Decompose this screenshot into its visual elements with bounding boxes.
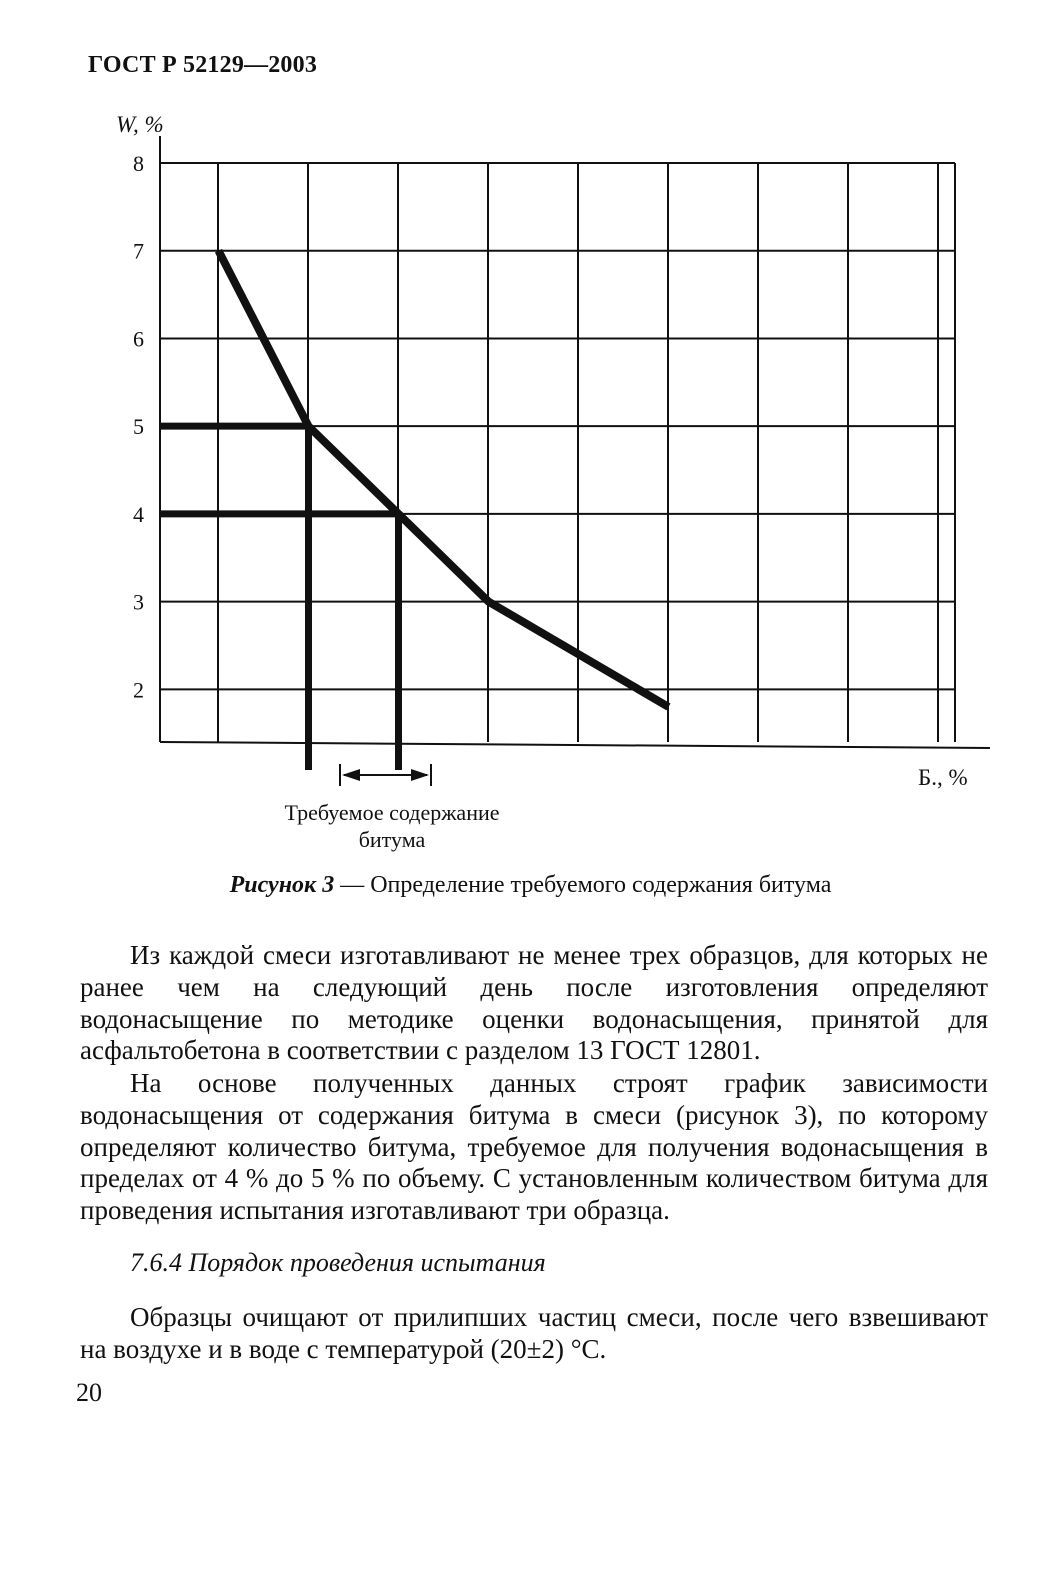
figure-caption-label: Рисунок 3	[229, 872, 335, 898]
document-header: ГОСТ Р 52129—2003	[88, 52, 318, 78]
figure-caption	[0, 872, 1061, 899]
y-axis-label: W, %	[116, 112, 164, 137]
paragraph-procedure: Образцы очищают от прилипших частиц смеси, после чего взвешивают на воздухе и в воде с температурой (20±2) °С.	[80, 1302, 988, 1364]
y-tick-label: 7	[133, 238, 144, 264]
annotation-text-line1: Требуемое содержание	[284, 800, 500, 825]
x-axis-label: Б., %	[918, 765, 968, 790]
y-tick-label: 5	[133, 414, 144, 440]
paragraph-graph: На основе полученных данных строят график зависимости водонасыщения от содержания битума в смеси (рисунок 3), по которому определяют количество битума, требуемое для получения водонасыщения в пределах от 4 % до 5 % по объему. С установленным количеством битума для проведения испытания изготавливают три образца.	[80, 1068, 988, 1226]
page-number: 20	[76, 1378, 102, 1407]
series-line	[219, 251, 669, 707]
x-axis	[160, 742, 990, 748]
y-tick-label: 6	[133, 326, 144, 352]
y-tick-label: 4	[133, 501, 144, 527]
annotation-arrowhead-right	[411, 769, 429, 781]
paragraph-samples: Из каждой смеси изготавливают не менее трех образцов, для которых не ранее чем на следующий день после изготовления определяют водонасыщение по методике оценки водонасыщения, принятой для асфальтобетона в соответствии с разделом 13 ГОСТ 12801.	[80, 940, 988, 1066]
annotation-arrowhead-left	[342, 769, 360, 781]
annotation-text-line2: битума	[358, 827, 426, 852]
y-tick-label: 2	[133, 677, 144, 703]
y-tick-label: 8	[133, 151, 144, 176]
figure-caption-text: — Определение требуемого содержания битума	[334, 872, 832, 898]
y-tick-label: 3	[133, 589, 144, 615]
required-bitumen-annotation	[284, 764, 499, 852]
section-heading: 7.6.4 Порядок проведения испытания	[130, 1248, 546, 1277]
